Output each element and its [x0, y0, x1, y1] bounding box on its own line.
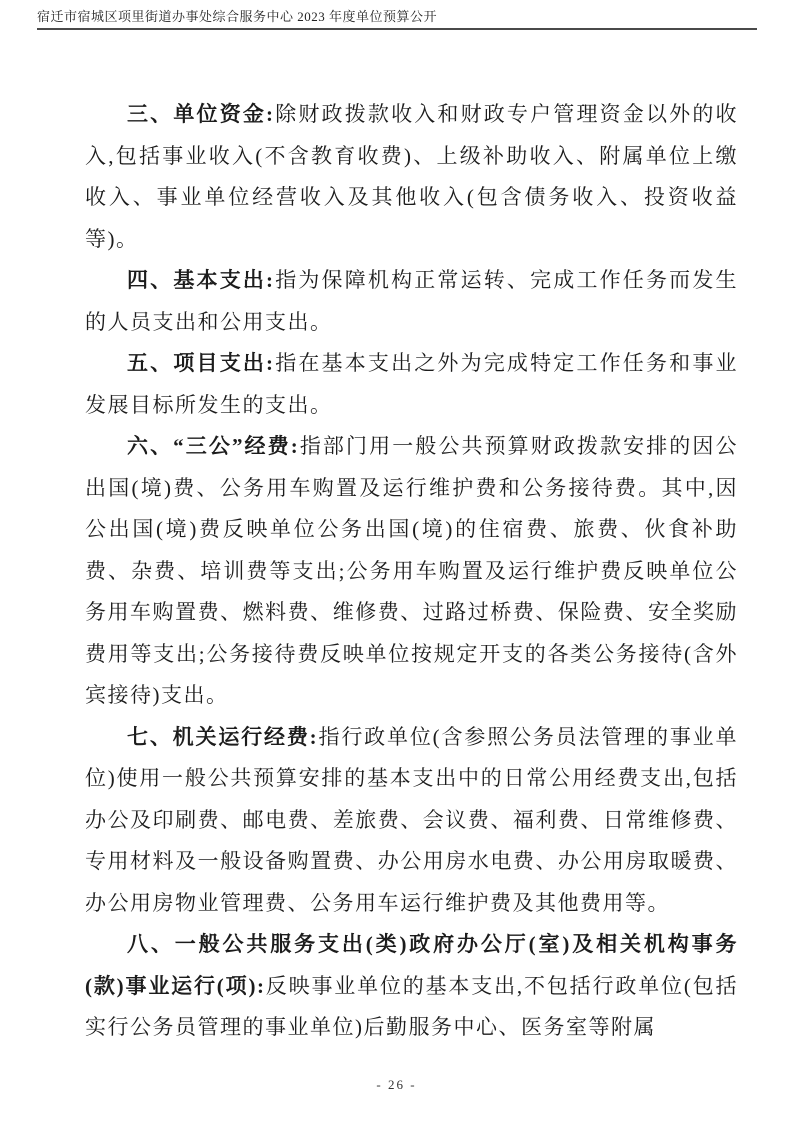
paragraph-agency-operating-funds	[85, 717, 738, 925]
paragraph-text: 指为保障机构正常运转、完成工作任务而发生的人员支出和公用支出。	[85, 268, 738, 334]
paragraph-text: 除财政拨款收入和财政专户管理资金以外的收入,包括事业收入(不含教育收费)、上级补助收入、附属单位上缴收入、事业单位经营收入及其他收入(包含债务收入、投资收益等)。	[85, 102, 738, 251]
paragraph-general-public-service	[85, 924, 738, 1049]
paragraph-basic-expenditure	[85, 260, 738, 343]
paragraph-lead: 三、单位资金:	[127, 102, 275, 126]
paragraph-text: 反映事业单位的基本支出,不包括行政单位(包括实行公务员管理的事业单位)后勤服务中心、医务室等附属	[85, 973, 738, 1039]
paragraph-lead: 四、基本支出:	[127, 268, 275, 292]
document-body	[85, 94, 738, 1049]
paragraph-lead: 八、一般公共服务支出(类)政府办公厅(室)及相关机构事务(款)事业运行(项):	[85, 932, 738, 998]
paragraph-text: 指部门用一般公共预算财政拨款安排的因公出国(境)费、公务用车购置及运行维护费和公务接待费。其中,因公出国(境)费反映单位公务出国(境)的住宿费、旅费、伙食补助费、杂费、培训费等支出;公务用车购置及运行维护费反映单位公务用车购置费、燃料费、维修费、过路过桥费、保险费、安全奖励费用等支出;公务接待费反映单位按规定开支的各类公务接待(含外宾接待)支出。	[85, 434, 738, 707]
paragraph-text: 指行政单位(含参照公务员法管理的事业单位)使用一般公共预算安排的基本支出中的日常公用经费支出,包括办公及印刷费、邮电费、差旅费、会议费、福利费、日常维修费、专用材料及一般设备购置费、办公用房水电费、办公用房取暖费、办公用房物业管理费、公务用车运行维护费及其他费用等。	[85, 724, 738, 915]
paragraph-lead: 七、机关运行经费:	[127, 724, 319, 749]
header-title: 宿迁市宿城区项里街道办事处综合服务中心 2023 年度单位预算公开	[37, 9, 438, 24]
page-footer	[0, 1076, 793, 1094]
paragraph-lead: 五、项目支出:	[127, 351, 275, 375]
paragraph-three-public-funds	[85, 426, 738, 717]
paragraph-lead: 六、“三公”经费:	[127, 434, 300, 458]
paragraph-unit-funds	[85, 94, 738, 260]
header-divider	[37, 28, 757, 30]
paragraph-text: 指在基本支出之外为完成特定工作任务和事业发展目标所发生的支出。	[85, 351, 738, 417]
page-header	[37, 8, 757, 30]
page-number: - 26 -	[376, 1077, 417, 1092]
paragraph-project-expenditure	[85, 343, 738, 426]
